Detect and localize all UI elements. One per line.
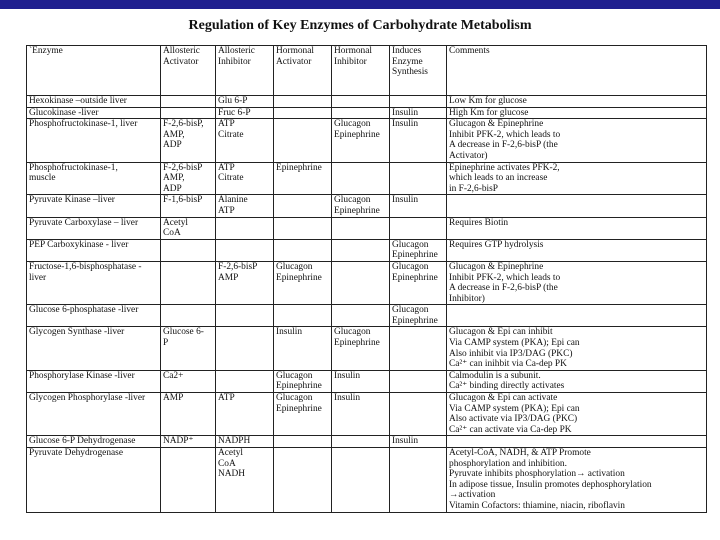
hormonal-activator-cell — [274, 305, 332, 327]
enzyme-cell: Pyruvate Kinase –liver — [27, 195, 161, 217]
hormonal-activator-cell — [274, 119, 332, 162]
comments-cell: Glucagon & Epi can inhibit Via CAMP system (PKA); Epi can Also inhibit via IP3/DAG (PKC) Ca²⁺ can inihbit via Ca-dep PK — [447, 327, 707, 370]
allosteric-inhibitor-cell — [216, 239, 274, 261]
induces-synthesis-cell — [390, 162, 447, 195]
hormonal-activator-cell — [274, 96, 332, 108]
induces-synthesis-cell: Insulin — [390, 107, 447, 119]
table-row — [27, 393, 707, 436]
table-row — [27, 162, 707, 195]
induces-synthesis-cell: Insulin — [390, 119, 447, 162]
hormonal-activator-cell: Epinephrine — [274, 162, 332, 195]
hormonal-activator-cell: Glucagon Epinephrine — [274, 393, 332, 436]
hormonal-activator-cell — [274, 239, 332, 261]
hormonal-inhibitor-cell: Insulin — [332, 370, 390, 392]
enzyme-cell: Glucose 6-P Dehydrogenase — [27, 436, 161, 448]
hormonal-inhibitor-cell: Insulin — [332, 393, 390, 436]
enzyme-cell: Glucose 6-phosphatase -liver — [27, 305, 161, 327]
header-allosteric-inhibitor: Allosteric Inhibitor — [216, 46, 274, 96]
table-row — [27, 261, 707, 304]
allosteric-inhibitor-cell: NADPH — [216, 436, 274, 448]
hormonal-activator-cell — [274, 195, 332, 217]
allosteric-activator-cell: F-2,6-bisP, AMP, ADP — [161, 119, 216, 162]
hormonal-activator-cell — [274, 107, 332, 119]
table-body — [27, 96, 707, 513]
comments-cell: Glucagon & Epi can activate Via CAMP system (PKA); Epi can Also activate via IP3/DAG (PKC) Ca²⁺ can activate via Ca-dep PK — [447, 393, 707, 436]
hormonal-inhibitor-cell — [332, 162, 390, 195]
allosteric-inhibitor-cell: ATP Citrate — [216, 162, 274, 195]
hormonal-inhibitor-cell — [332, 96, 390, 108]
hormonal-activator-cell — [274, 448, 332, 513]
enzyme-cell: Fructose-1,6-bisphosphatase - liver — [27, 261, 161, 304]
table-row — [27, 107, 707, 119]
hormonal-inhibitor-cell — [332, 305, 390, 327]
enzyme-cell: Pyruvate Dehydrogenase — [27, 448, 161, 513]
hormonal-inhibitor-cell: Glucagon Epinephrine — [332, 195, 390, 217]
comments-cell: Epinephrine activates PFK-2, which leads to an increase in F-2,6-bisP — [447, 162, 707, 195]
allosteric-activator-cell — [161, 107, 216, 119]
hormonal-inhibitor-cell — [332, 217, 390, 239]
enzyme-cell: Phosphorylase Kinase -liver — [27, 370, 161, 392]
allosteric-activator-cell — [161, 96, 216, 108]
table-row — [27, 305, 707, 327]
table-row — [27, 217, 707, 239]
table-row — [27, 436, 707, 448]
hormonal-inhibitor-cell — [332, 107, 390, 119]
induces-synthesis-cell: Insulin — [390, 195, 447, 217]
hormonal-inhibitor-cell: Glucagon Epinephrine — [332, 327, 390, 370]
comments-cell — [447, 195, 707, 217]
induces-synthesis-cell: Glucagon Epinephrine — [390, 305, 447, 327]
enzyme-cell: Hexokinase –outside liver — [27, 96, 161, 108]
enzyme-cell: Glycogen Synthase -liver — [27, 327, 161, 370]
allosteric-activator-cell: F-1,6-bisP — [161, 195, 216, 217]
comments-cell: Low Km for glucose — [447, 96, 707, 108]
induces-synthesis-cell: Glucagon Epinephrine — [390, 261, 447, 304]
allosteric-inhibitor-cell: ATP — [216, 393, 274, 436]
allosteric-inhibitor-cell — [216, 370, 274, 392]
comments-cell: Calmodulin is a subunit. Ca²⁺ binding directly activates — [447, 370, 707, 392]
comments-cell: Glucagon & Epinephrine Inhibit PFK-2, which leads to A decrease in F-2,6-bisP (the Inhibitor) — [447, 261, 707, 304]
header-hormonal-inhibitor: Hormonal Inhibitor — [332, 46, 390, 96]
allosteric-activator-cell — [161, 305, 216, 327]
allosteric-inhibitor-cell: Glu 6-P — [216, 96, 274, 108]
header-enzyme: `Enzyme — [27, 46, 161, 96]
enzyme-cell: Glucokinase -liver — [27, 107, 161, 119]
allosteric-inhibitor-cell: ATP Citrate — [216, 119, 274, 162]
comments-cell: High Km for glucose — [447, 107, 707, 119]
hormonal-inhibitor-cell — [332, 448, 390, 513]
induces-synthesis-cell: Glucagon Epinephrine — [390, 239, 447, 261]
table-row — [27, 327, 707, 370]
comments-cell — [447, 436, 707, 448]
hormonal-activator-cell — [274, 217, 332, 239]
induces-synthesis-cell — [390, 217, 447, 239]
allosteric-activator-cell: Ca2+ — [161, 370, 216, 392]
hormonal-activator-cell — [274, 436, 332, 448]
table-row — [27, 195, 707, 217]
allosteric-inhibitor-cell: F-2,6-bisP AMP — [216, 261, 274, 304]
allosteric-activator-cell: NADP⁺ — [161, 436, 216, 448]
table-row — [27, 239, 707, 261]
table-row — [27, 119, 707, 162]
allosteric-activator-cell — [161, 261, 216, 304]
hormonal-inhibitor-cell — [332, 261, 390, 304]
hormonal-inhibitor-cell — [332, 436, 390, 448]
enzyme-cell: Pyruvate Carboxylase – liver — [27, 217, 161, 239]
induces-synthesis-cell — [390, 96, 447, 108]
header-hormonal-activator: Hormonal Activator — [274, 46, 332, 96]
induces-synthesis-cell: Insulin — [390, 436, 447, 448]
enzyme-regulation-table — [26, 45, 707, 513]
table-row — [27, 96, 707, 108]
induces-synthesis-cell — [390, 370, 447, 392]
top-banner — [0, 0, 720, 9]
comments-cell: Requires Biotin — [447, 217, 707, 239]
allosteric-activator-cell: AMP — [161, 393, 216, 436]
allosteric-inhibitor-cell: Acetyl CoA NADH — [216, 448, 274, 513]
allosteric-inhibitor-cell — [216, 327, 274, 370]
page-title: Regulation of Key Enzymes of Carbohydrate Metabolism — [188, 18, 532, 33]
hormonal-inhibitor-cell — [332, 239, 390, 261]
comments-cell: Glucagon & Epinephrine Inhibit PFK-2, which leads to A decrease in F-2,6-bisP (the Activator) — [447, 119, 707, 162]
allosteric-inhibitor-cell — [216, 217, 274, 239]
allosteric-inhibitor-cell: Alanine ATP — [216, 195, 274, 217]
hormonal-activator-cell: Insulin — [274, 327, 332, 370]
comments-cell: Acetyl-CoA, NADH, & ATP Promote phosphorylation and inhibition. Pyruvate inhibits phosphorylation→ activation In adipose tissue, Insulin promotes dephosphorylation →activation Vitamin Cofactors: thiamine, niacin, riboflavin — [447, 448, 707, 513]
enzyme-cell: Phosphofructokinase-1, muscle — [27, 162, 161, 195]
header-induces-synthesis: Induces Enzyme Synthesis — [390, 46, 447, 96]
table-row — [27, 370, 707, 392]
induces-synthesis-cell — [390, 448, 447, 513]
comments-cell — [447, 305, 707, 327]
allosteric-activator-cell: F-2,6-bisP AMP, ADP — [161, 162, 216, 195]
header-allosteric-activator: Allosteric Activator — [161, 46, 216, 96]
allosteric-inhibitor-cell: Fruc 6-P — [216, 107, 274, 119]
induces-synthesis-cell — [390, 327, 447, 370]
allosteric-inhibitor-cell — [216, 305, 274, 327]
allosteric-activator-cell — [161, 239, 216, 261]
enzyme-cell: PEP Carboxykinase - liver — [27, 239, 161, 261]
hormonal-activator-cell: Glucagon Epinephrine — [274, 261, 332, 304]
hormonal-activator-cell: Glucagon Epinephrine — [274, 370, 332, 392]
enzyme-cell: Phosphofructokinase-1, liver — [27, 119, 161, 162]
allosteric-activator-cell — [161, 448, 216, 513]
header-row — [27, 46, 707, 96]
table-row — [27, 448, 707, 513]
enzyme-cell: Glycogen Phosphorylase -liver — [27, 393, 161, 436]
allosteric-activator-cell: Glucose 6- P — [161, 327, 216, 370]
header-comments: Comments — [447, 46, 707, 96]
allosteric-activator-cell: Acetyl CoA — [161, 217, 216, 239]
induces-synthesis-cell — [390, 393, 447, 436]
hormonal-inhibitor-cell: Glucagon Epinephrine — [332, 119, 390, 162]
comments-cell: Requires GTP hydrolysis — [447, 239, 707, 261]
